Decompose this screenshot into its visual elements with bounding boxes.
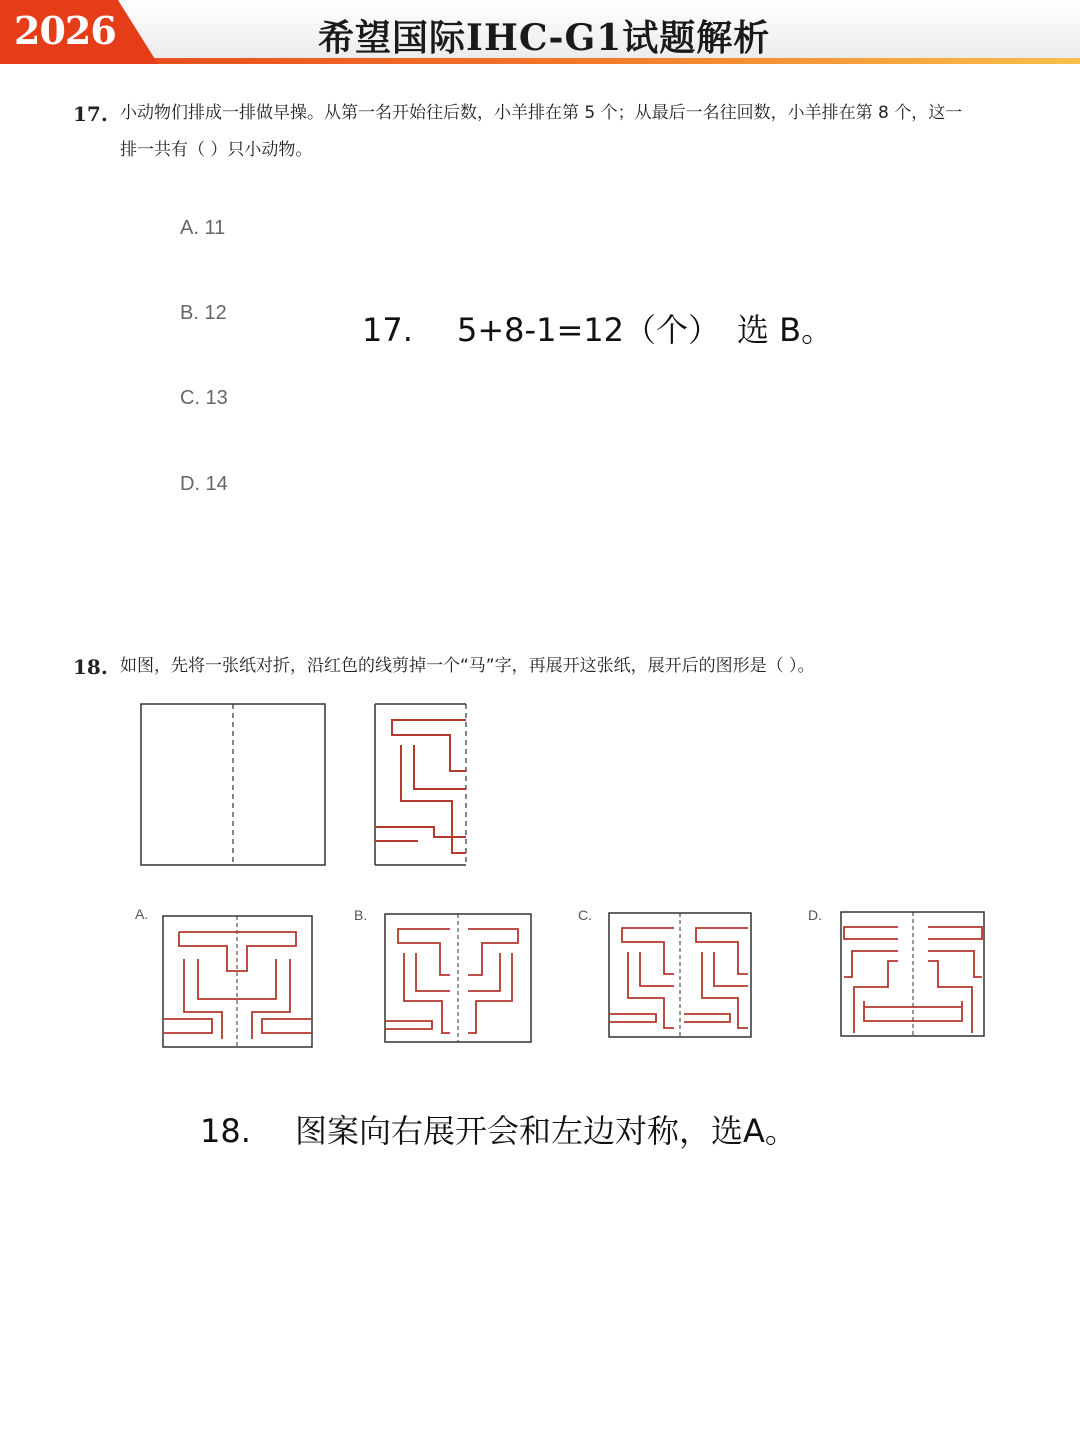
q17-answer-choice: 选 B。 (737, 311, 834, 349)
q17-answer-equation: 5+8-1=12（个） (457, 311, 720, 349)
q17-option-b: B. 12 (180, 302, 227, 324)
q18-option-c-figure (608, 912, 753, 1039)
q18-option-c-label: C. (578, 907, 592, 923)
q18-answer-number: 18. (200, 1112, 251, 1150)
q18-option-a-figure (162, 915, 314, 1049)
q17-number: 17. (73, 102, 108, 126)
q18-number: 18. (73, 655, 108, 679)
q17-option-a: A. 11 (180, 217, 226, 239)
year-label: 2026 (14, 8, 116, 53)
q18-option-b-label: B. (354, 907, 368, 923)
q18-option-d-figure (840, 911, 986, 1038)
cut-line-inner (414, 745, 466, 789)
q18-text: 如图，先将一张纸对折，沿红色的线剪掉一个“马”字，再展开这张纸，展开后的图形是（ ）。 (120, 656, 815, 676)
q17-option-d: D. 14 (180, 473, 228, 495)
cut-line-top (392, 720, 466, 771)
q17-handwritten-answer (362, 305, 833, 351)
q17-text-line1: 小动物们排成一排做早操。从第一名开始往后数，小羊排在第 5 个；从最后一名往回数，小羊排在第 8 个，这一 (120, 103, 963, 123)
q18-option-b-figure (384, 913, 533, 1044)
document-title: 希望国际IHC-G1试题解析 (318, 17, 771, 59)
paper-unfolded-figure (140, 703, 326, 866)
q17-answer-number: 17. (362, 311, 413, 349)
q17-option-c: C. 13 (180, 387, 228, 409)
page-header (0, 0, 1080, 64)
paper-folded-figure (374, 703, 470, 866)
q18-option-d-label: D. (808, 907, 822, 923)
q18-handwritten-answer (200, 1106, 797, 1152)
q18-answer-text: 图案向右展开会和左边对称，选A。 (295, 1112, 797, 1150)
q18-option-a-label: A. (135, 906, 149, 922)
q17-text-line2: 排一共有（ ）只小动物。 (120, 140, 313, 160)
